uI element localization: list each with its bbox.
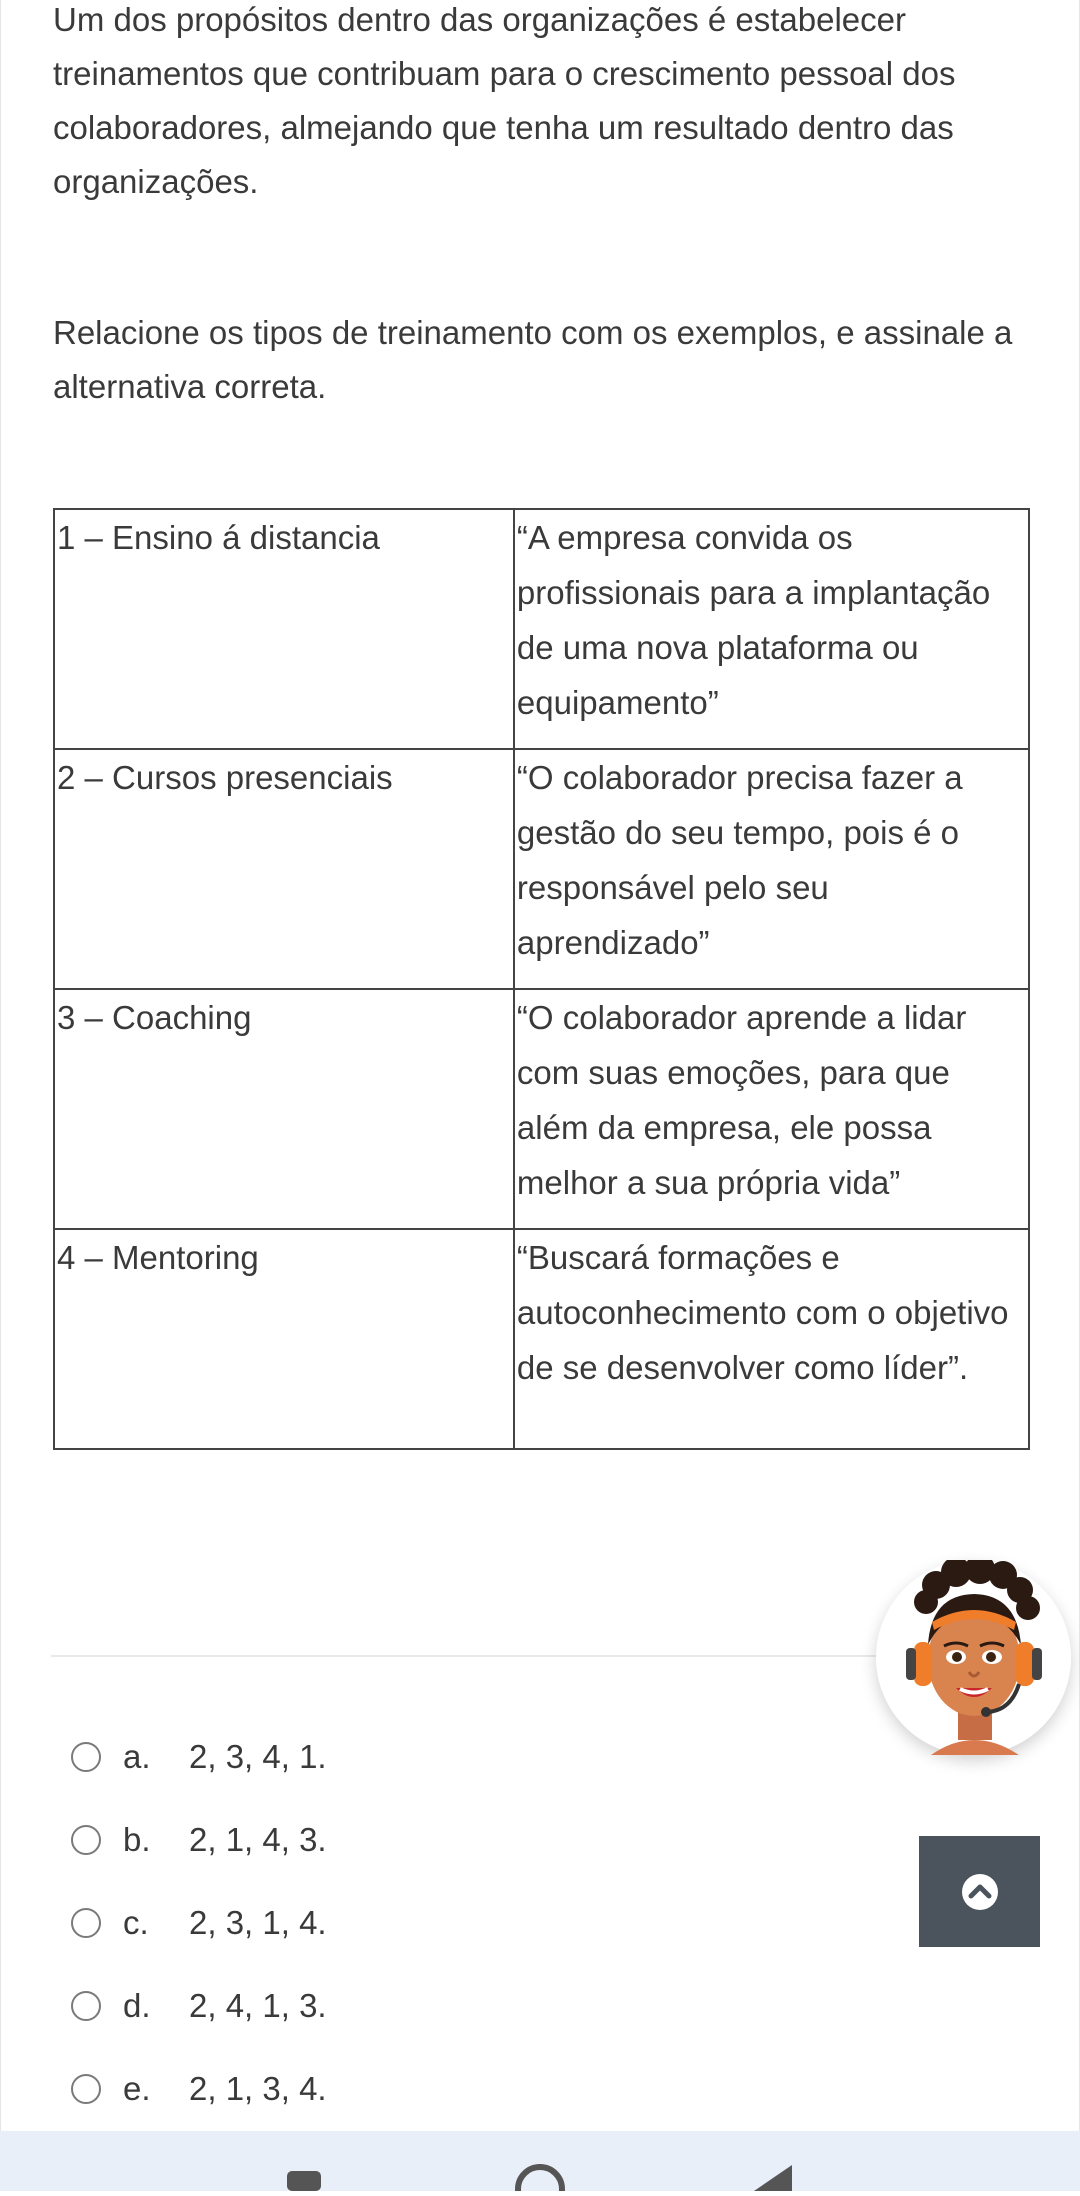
question-prompt-text: Relacione os tipos de treinamento com os exemplos, e assinale a alternativa correta. — [53, 314, 1013, 405]
table-row — [54, 749, 1029, 989]
option-c[interactable] — [71, 1881, 327, 1964]
question-intro-text: Um dos propósitos dentro das organizações é estabelecer treinamentos que contribuam para o crescimento pessoal dos colaboradores, almejando que tenha um resultado dentro das organizações. — [53, 1, 956, 200]
example-cell: “O colaborador precisa fazer a gestão do seu tempo, pois é o responsável pelo seu aprendizado” — [514, 749, 1029, 989]
option-text: 2, 1, 3, 4. — [189, 2069, 327, 2107]
option-letter: a. — [123, 1737, 151, 1775]
radio-button[interactable] — [71, 2074, 101, 2104]
example-cell: “A empresa convida os profissionais para a implantação de uma nova plataforma ou equipamento” — [514, 509, 1029, 749]
scroll-to-top-button[interactable] — [919, 1836, 1040, 1947]
training-type-cell: 1 – Ensino á distancia — [54, 509, 514, 749]
support-avatar-icon — [876, 1560, 1071, 1755]
system-navigation-bar — [0, 2131, 1080, 2191]
table-row — [54, 989, 1029, 1229]
radio-button[interactable] — [71, 1825, 101, 1855]
circle-icon — [512, 2161, 568, 2191]
option-text: 2, 4, 1, 3. — [189, 1986, 327, 2024]
option-a[interactable] — [71, 1715, 327, 1798]
option-b[interactable] — [71, 1798, 327, 1881]
answer-options — [71, 1715, 327, 2130]
radio-button[interactable] — [71, 1991, 101, 2021]
training-type-cell: 4 – Mentoring — [54, 1229, 514, 1449]
option-text: 2, 3, 1, 4. — [189, 1903, 327, 1941]
section-divider — [51, 1655, 891, 1657]
recents-button[interactable] — [285, 2169, 325, 2196]
option-d[interactable] — [71, 1964, 327, 2047]
option-e[interactable] — [71, 2047, 327, 2130]
triangle-back-icon — [748, 2163, 796, 2191]
square-icon — [285, 2169, 325, 2191]
table-row — [54, 1229, 1029, 1449]
option-text: 2, 1, 4, 3. — [189, 1820, 327, 1858]
option-text: 2, 3, 4, 1. — [189, 1737, 327, 1775]
chevron-up-icon — [960, 1872, 1000, 1912]
back-button[interactable] — [748, 2163, 796, 2196]
training-type-cell: 2 – Cursos presenciais — [54, 749, 514, 989]
training-type-cell: 3 – Coaching — [54, 989, 514, 1229]
example-cell: “Buscará formações e autoconhecimento com o objetivo de se desenvolver como líder”. — [514, 1229, 1029, 1449]
option-letter: b. — [123, 1820, 151, 1858]
option-letter: d. — [123, 1986, 151, 2024]
radio-button[interactable] — [71, 1742, 101, 1772]
radio-button[interactable] — [71, 1908, 101, 1938]
assistant-avatar-button[interactable] — [876, 1560, 1071, 1755]
table-row — [54, 509, 1029, 749]
matching-table — [53, 508, 1030, 1450]
example-cell: “O colaborador aprende a lidar com suas emoções, para que além da empresa, ele possa melhor a sua própria vida” — [514, 989, 1029, 1229]
option-letter: e. — [123, 2069, 151, 2107]
option-letter: c. — [123, 1903, 149, 1941]
